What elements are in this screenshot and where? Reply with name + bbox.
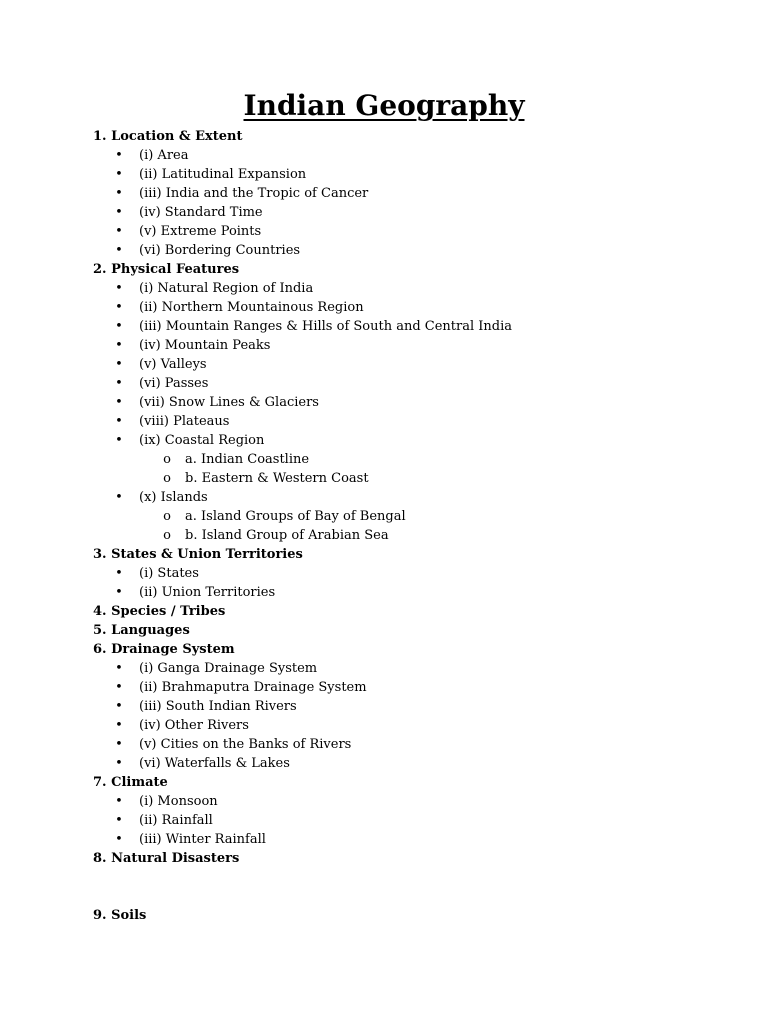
list-item [93, 431, 733, 450]
list-item-label: (iv) Standard Time [139, 205, 263, 220]
sub-list-item-label: b. Island Group of Arabian Sea [185, 528, 389, 543]
list-item [93, 412, 733, 431]
list-item [93, 393, 733, 412]
bullet-icon: • [115, 319, 123, 334]
sub-list-item [93, 507, 733, 526]
bullet-icon: • [115, 300, 123, 315]
list-item-label: (iv) Other Rivers [139, 718, 249, 733]
bullet-icon: • [115, 832, 123, 847]
bullet-icon: • [115, 699, 123, 714]
section-heading: 5. Languages [93, 623, 190, 638]
bullet-icon: • [115, 794, 123, 809]
list-item [93, 317, 733, 336]
bullet-icon: • [115, 376, 123, 391]
section-heading: 8. Natural Disasters [93, 851, 240, 866]
bullet-icon: • [115, 680, 123, 695]
bullet-icon: • [115, 148, 123, 163]
bullet-icon: • [115, 737, 123, 752]
list-item [93, 754, 733, 773]
list-item [93, 184, 733, 203]
list-item [93, 146, 733, 165]
section-heading: 1. Location & Extent [93, 129, 243, 144]
bullet-icon: • [115, 414, 123, 429]
list-item-label: (x) Islands [139, 490, 208, 505]
list-item [93, 659, 733, 678]
section-heading: 4. Species / Tribes [93, 604, 226, 619]
sub-list-item-label: a. Indian Coastline [185, 452, 310, 467]
sub-list-item [93, 526, 733, 545]
outline [93, 127, 733, 925]
document-title: Indian Geography [243, 89, 525, 122]
list-item [93, 697, 733, 716]
list-item-label: (ii) Union Territories [139, 585, 276, 600]
list-item [93, 355, 733, 374]
bullet-icon: • [115, 281, 123, 296]
section-heading: 9. Soils [93, 908, 147, 923]
bullet-icon: • [115, 186, 123, 201]
bullet-icon: • [115, 433, 123, 448]
list-item-label: (iv) Mountain Peaks [139, 338, 271, 353]
list-item-label: (i) Natural Region of India [139, 281, 314, 296]
bullet-icon: • [115, 395, 123, 410]
list-item-label: (iii) South Indian Rivers [139, 699, 297, 714]
bullet-icon: • [115, 813, 123, 828]
list-item [93, 830, 733, 849]
list-item-label: (i) Area [139, 148, 189, 163]
section-heading: 2. Physical Features [93, 262, 240, 277]
list-item [93, 488, 733, 507]
list-item-label: (v) Extreme Points [139, 224, 262, 239]
bullet-icon: • [115, 205, 123, 220]
bullet-icon: • [115, 661, 123, 676]
circle-bullet-icon: o [163, 452, 171, 467]
list-item-label: (vi) Passes [139, 376, 209, 391]
list-item-label: (viii) Plateaus [139, 414, 230, 429]
list-item-label: (i) Monsoon [139, 794, 218, 809]
list-item [93, 678, 733, 697]
list-item-label: (vi) Bordering Countries [139, 243, 301, 258]
sub-list-item-label: b. Eastern & Western Coast [185, 471, 369, 486]
list-item [93, 735, 733, 754]
list-item-label: (i) Ganga Drainage System [139, 661, 318, 676]
bullet-icon: • [115, 566, 123, 581]
list-item-label: (iii) Winter Rainfall [139, 832, 266, 847]
bullet-icon: • [115, 357, 123, 372]
bullet-icon: • [115, 224, 123, 239]
section-heading: 7. Climate [93, 775, 168, 790]
sub-list-item [93, 450, 733, 469]
bullet-icon: • [115, 718, 123, 733]
list-item [93, 564, 733, 583]
list-item-label: (v) Valleys [139, 357, 207, 372]
list-item [93, 203, 733, 222]
list-item [93, 222, 733, 241]
list-item [93, 298, 733, 317]
list-item [93, 374, 733, 393]
list-item [93, 716, 733, 735]
bullet-icon: • [115, 167, 123, 182]
list-item [93, 241, 733, 260]
list-item-label: (ix) Coastal Region [139, 433, 265, 448]
list-item-label: (i) States [139, 566, 199, 581]
list-item-label: (ii) Rainfall [139, 813, 213, 828]
sub-list-item-label: a. Island Groups of Bay of Bengal [185, 509, 406, 524]
bullet-icon: • [115, 756, 123, 771]
bullet-icon: • [115, 338, 123, 353]
list-item [93, 336, 733, 355]
section-heading: 3. States & Union Territories [93, 547, 303, 562]
list-item [93, 165, 733, 184]
section-heading: 6. Drainage System [93, 642, 235, 657]
sub-list-item [93, 469, 733, 488]
list-item-label: (iii) Mountain Ranges & Hills of South and Central India [139, 319, 513, 334]
list-item [93, 279, 733, 298]
circle-bullet-icon: o [163, 509, 171, 524]
list-item-label: (v) Cities on the Banks of Rivers [139, 737, 352, 752]
bullet-icon: • [115, 490, 123, 505]
list-item-label: (ii) Latitudinal Expansion [139, 167, 307, 182]
list-item-label: (ii) Brahmaputra Drainage System [139, 680, 367, 695]
circle-bullet-icon: o [163, 471, 171, 486]
list-item-label: (ii) Northern Mountainous Region [139, 300, 364, 315]
list-item-label: (iii) India and the Tropic of Cancer [139, 186, 369, 201]
circle-bullet-icon: o [163, 528, 171, 543]
list-item [93, 811, 733, 830]
list-item-label: (vi) Waterfalls & Lakes [139, 756, 290, 771]
section-spacer [93, 868, 733, 906]
list-item [93, 583, 733, 602]
bullet-icon: • [115, 243, 123, 258]
bullet-icon: • [115, 585, 123, 600]
list-item-label: (vii) Snow Lines & Glaciers [139, 395, 319, 410]
list-item [93, 792, 733, 811]
